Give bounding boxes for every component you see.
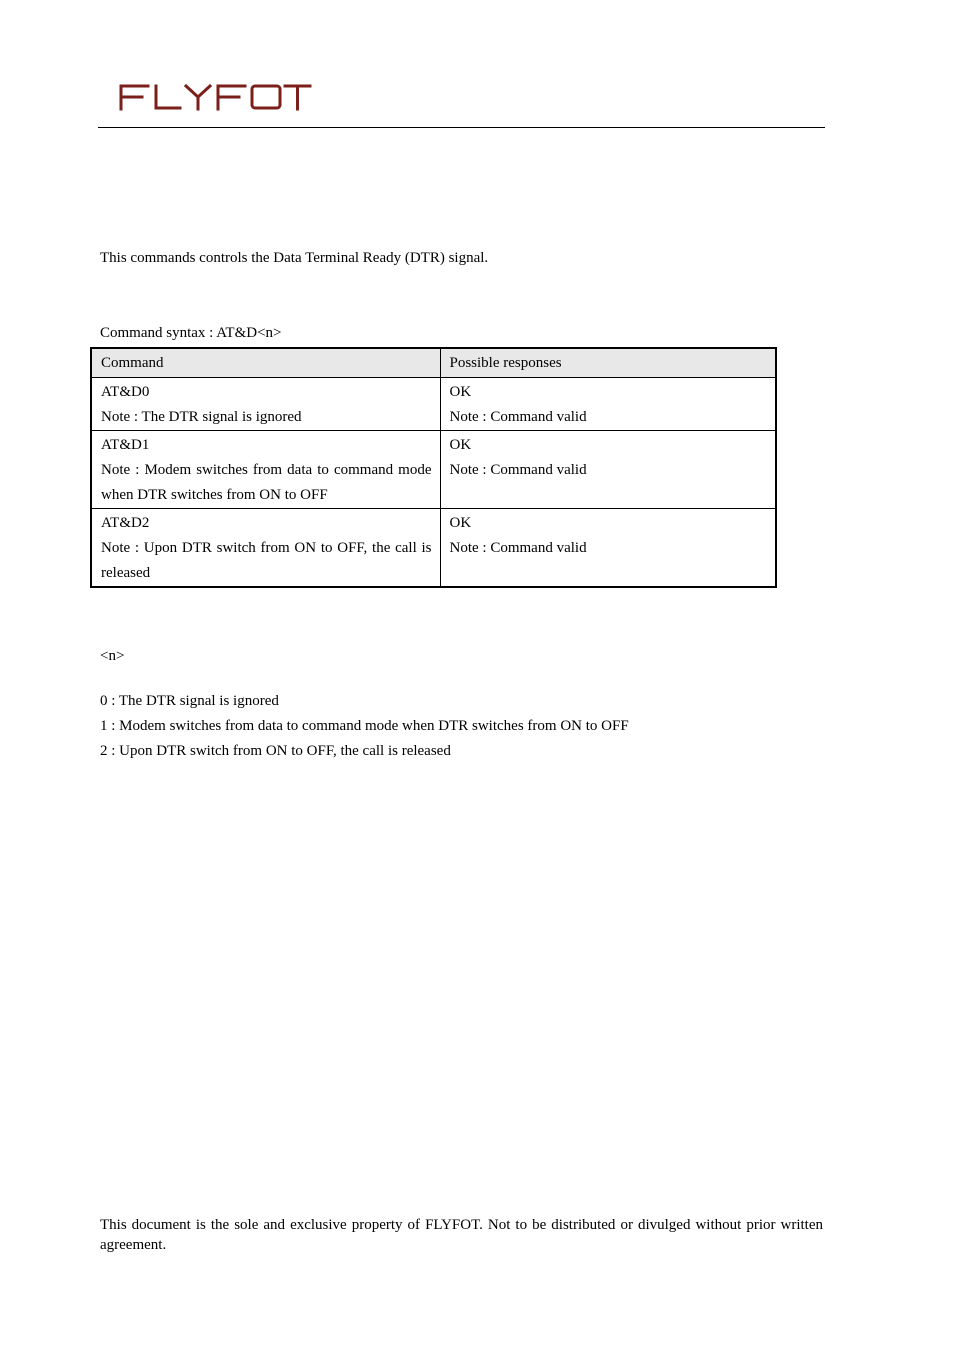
command-note: Note : The DTR signal is ignored xyxy=(101,409,302,425)
column-header-command: Command xyxy=(91,348,440,378)
parameter-value: 0 : The DTR signal is ignored xyxy=(100,693,279,709)
header-divider xyxy=(98,127,825,128)
command-note: Note : Modem switches from data to command mode when DTR switches from ON to OFF xyxy=(101,462,432,503)
table-header-row xyxy=(91,348,776,378)
command-cell xyxy=(91,431,440,509)
column-header-responses: Possible responses xyxy=(440,348,776,378)
command-syntax: Command syntax : AT&D<n> xyxy=(100,325,282,341)
parameter-name: <n> xyxy=(100,648,125,664)
command-text: AT&D0 xyxy=(101,384,150,400)
response-text: OK xyxy=(449,515,472,531)
command-table xyxy=(90,347,777,588)
response-cell xyxy=(440,431,776,509)
response-note: Note : Command valid xyxy=(449,540,587,556)
intro-text: This commands controls the Data Terminal Ready (DTR) signal. xyxy=(100,250,489,266)
table-row xyxy=(91,431,776,509)
command-cell xyxy=(91,509,440,588)
response-text: OK xyxy=(449,384,472,400)
footer-disclaimer: This document is the sole and exclusive property of FLYFOT. Not to be distributed or divulged without prior written agreement. xyxy=(100,1217,823,1253)
response-note: Note : Command valid xyxy=(449,462,587,478)
parameter-value: 1 : Modem switches from data to command mode when DTR switches from ON to OFF xyxy=(100,718,629,734)
command-text: AT&D1 xyxy=(101,437,150,453)
parameter-value: 2 : Upon DTR switch from ON to OFF, the call is released xyxy=(100,743,451,759)
table-row xyxy=(91,509,776,588)
response-text: OK xyxy=(449,437,472,453)
response-cell xyxy=(440,378,776,431)
command-note: Note : Upon DTR switch from ON to OFF, the call is released xyxy=(101,540,432,581)
table-row xyxy=(91,378,776,431)
response-note: Note : Command valid xyxy=(449,409,587,425)
flyfot-logo xyxy=(118,82,312,112)
command-cell xyxy=(91,378,440,431)
response-cell xyxy=(440,509,776,588)
command-text: AT&D2 xyxy=(101,515,150,531)
